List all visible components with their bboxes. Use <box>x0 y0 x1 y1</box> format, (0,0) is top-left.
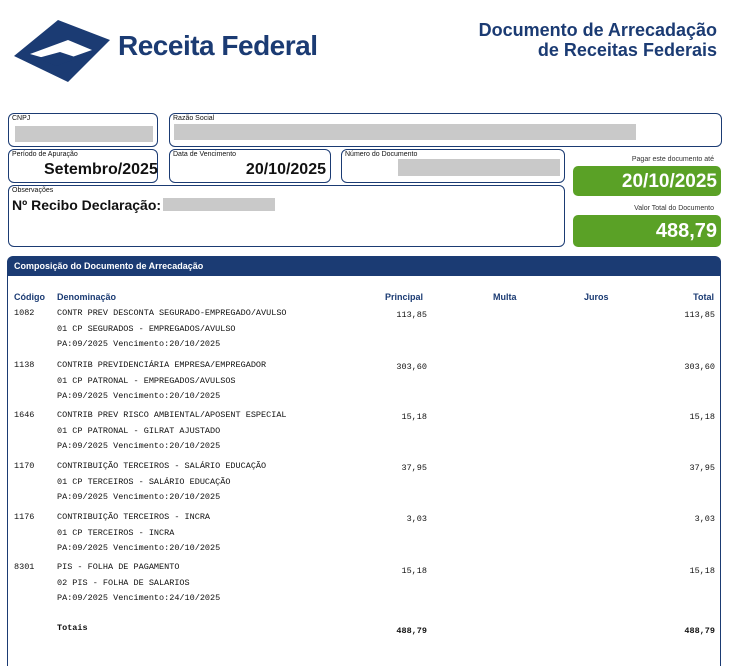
col-total-header: Total <box>693 292 714 302</box>
row-codigo: 1170 <box>14 461 35 471</box>
row-total: 15,18 <box>689 566 715 576</box>
row-denominacao: CONTRIB PREVIDENCIÁRIA EMPRESA/EMPREGADOR <box>57 360 267 370</box>
valor-total-box <box>573 215 721 247</box>
row-codigo: 1176 <box>14 512 35 522</box>
periodo-field <box>8 149 158 183</box>
valor-total-value: 488,79 <box>655 220 717 242</box>
row-subitem: 01 CP SEGURADOS - EMPREGADOS/AVULSO <box>57 324 236 334</box>
razao-social-field <box>169 113 722 147</box>
pagar-ate-value: 20/10/2025 <box>621 171 717 192</box>
numero-documento-field <box>341 149 565 183</box>
row-codigo: 1138 <box>14 360 35 370</box>
row-total: 303,60 <box>684 362 715 372</box>
row-codigo: 1646 <box>14 410 35 420</box>
observacoes-label: Observações <box>12 187 54 194</box>
pagar-ate-label: Pagar este documento até <box>631 156 714 163</box>
observacoes-field <box>8 185 565 247</box>
razao-social-label: Razão Social <box>173 115 215 122</box>
composicao-title: Composição do Documento de Arrecadação <box>14 261 204 271</box>
col-principal-header: Principal <box>385 292 424 302</box>
title-line-1: Documento de Arrecadação <box>478 20 717 40</box>
row-total: 3,03 <box>694 514 715 524</box>
title-line-2: de Receitas Federais <box>537 40 717 60</box>
cnpj-label: CNPJ <box>12 115 31 122</box>
col-multa-header: Multa <box>493 292 517 302</box>
row-denominacao: CONTRIBUIÇÃO TERCEIROS - SALÁRIO EDUCAÇÃO <box>57 461 267 471</box>
row-subitem: 01 CP PATRONAL - EMPREGADOS/AVULSOS <box>57 376 236 386</box>
logo-text: Receita Federal <box>118 30 318 61</box>
totais-label: Totais <box>57 623 88 633</box>
razao-social-redacted <box>174 124 636 140</box>
row-subitem: 02 PIS - FOLHA DE SALARIOS <box>57 578 190 588</box>
recibo-declaracao-redacted <box>163 198 275 211</box>
row-vencimento: PA:09/2025 Vencimento:20/10/2025 <box>57 441 221 451</box>
row-codigo: 1082 <box>14 308 35 318</box>
row-denominacao: CONTRIB PREV RISCO AMBIENTAL/APOSENT ESPECIAL <box>57 410 287 420</box>
valor-total-label: Valor Total do Documento <box>634 205 714 212</box>
totais-total: 488,79 <box>684 626 715 636</box>
row-vencimento: PA:09/2025 Vencimento:20/10/2025 <box>57 543 221 553</box>
row-total: 15,18 <box>689 412 715 422</box>
numero-documento-label: Número do Documento <box>345 151 418 158</box>
vencimento-field <box>169 149 331 183</box>
periodo-value: Setembro/2025 <box>44 161 158 178</box>
row-subitem: 01 CP TERCEIROS - INCRA <box>57 528 175 538</box>
col-codigo-header: Código <box>14 292 45 302</box>
row-denominacao: PIS - FOLHA DE PAGAMENTO <box>57 562 180 572</box>
row-principal: 113,85 <box>396 310 427 320</box>
recibo-declaracao-label: Nº Recibo Declaração: <box>12 197 162 213</box>
row-vencimento: PA:09/2025 Vencimento:24/10/2025 <box>57 593 221 603</box>
row-denominacao: CONTR PREV DESCONTA SEGURADO-EMPREGADO/AVULSO <box>57 308 287 318</box>
composicao-header <box>7 256 721 276</box>
periodo-label: Período de Apuração <box>12 151 78 158</box>
totais-principal: 488,79 <box>396 626 427 636</box>
vencimento-label: Data de Vencimento <box>173 151 237 158</box>
row-total: 37,95 <box>689 463 715 473</box>
document-title <box>479 20 717 60</box>
row-vencimento: PA:09/2025 Vencimento:20/10/2025 <box>57 339 221 349</box>
row-principal: 15,18 <box>401 412 427 422</box>
cnpj-redacted <box>15 126 153 142</box>
row-denominacao: CONTRIBUIÇÃO TERCEIROS - INCRA <box>57 512 211 522</box>
row-subitem: 01 CP PATRONAL - GILRAT AJUSTADO <box>57 426 221 436</box>
row-principal: 15,18 <box>401 566 427 576</box>
composicao-frame <box>7 276 721 666</box>
pagar-ate-box <box>573 166 721 196</box>
vencimento-value: 20/10/2025 <box>245 161 326 178</box>
row-principal: 3,03 <box>406 514 427 524</box>
numero-documento-redacted <box>398 159 560 176</box>
row-total: 113,85 <box>684 310 715 320</box>
col-juros-header: Juros <box>584 292 609 302</box>
row-vencimento: PA:09/2025 Vencimento:20/10/2025 <box>57 391 221 401</box>
receita-diamond-icon <box>8 18 118 86</box>
row-codigo: 8301 <box>14 562 35 572</box>
row-principal: 303,60 <box>396 362 427 372</box>
row-subitem: 01 CP TERCEIROS - SALÁRIO EDUCAÇÃO <box>57 477 231 487</box>
row-vencimento: PA:09/2025 Vencimento:20/10/2025 <box>57 492 221 502</box>
col-denominacao-header: Denominação <box>57 292 117 302</box>
row-principal: 37,95 <box>401 463 427 473</box>
cnpj-field <box>8 113 158 147</box>
